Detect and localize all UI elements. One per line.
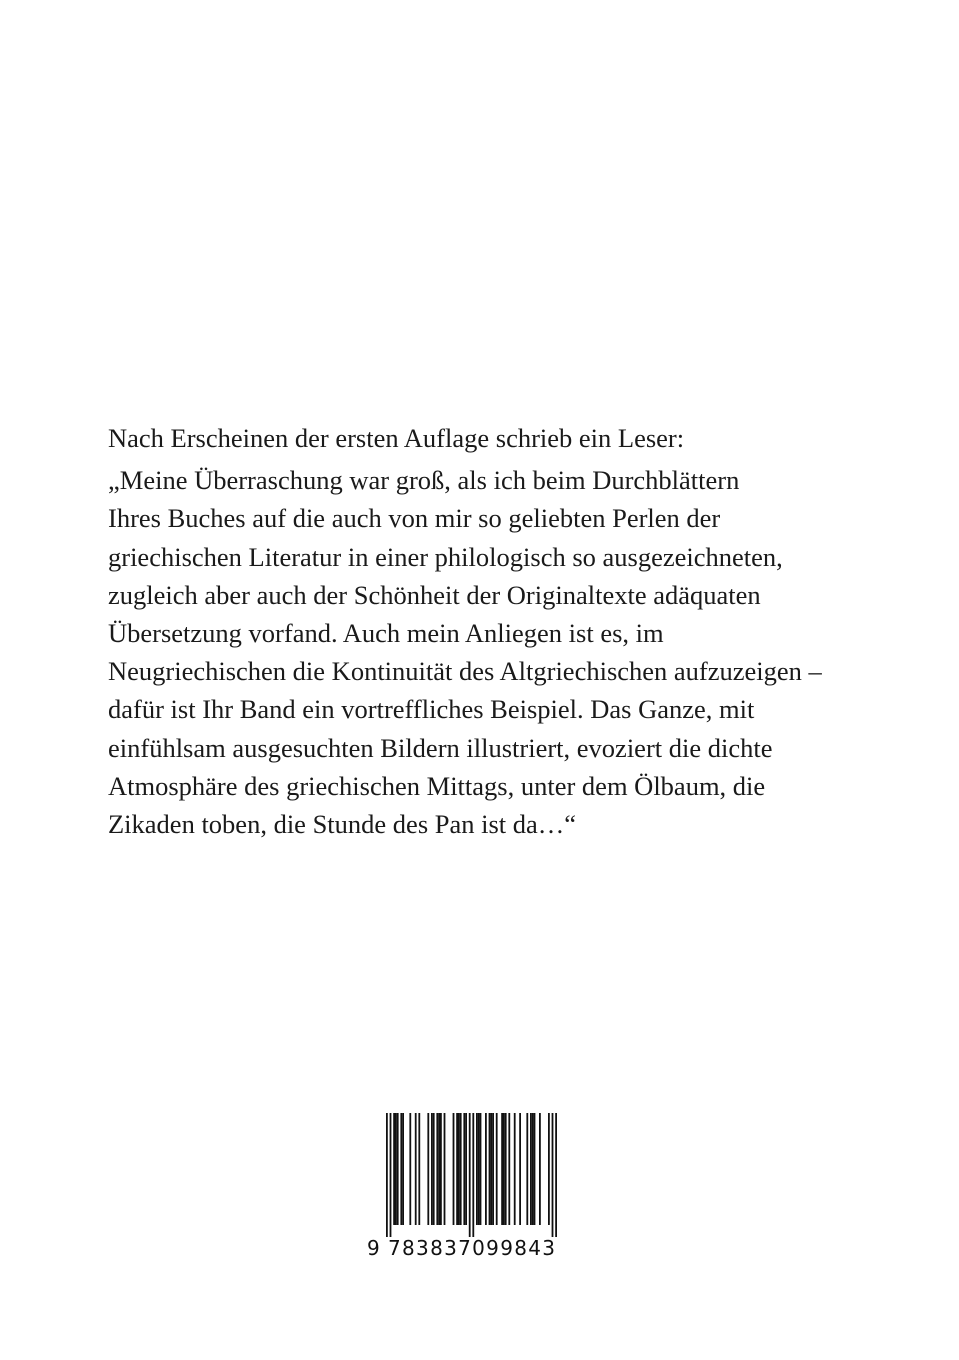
barcode-bar <box>476 1113 478 1225</box>
barcode-bar <box>397 1113 399 1225</box>
barcode-bar <box>530 1113 532 1225</box>
barcode-bar <box>431 1113 433 1225</box>
barcode-bar <box>440 1113 442 1225</box>
barcode-bar <box>490 1113 492 1225</box>
barcode-bar <box>519 1113 521 1225</box>
quote-line: Ihres Buches auf die auch von mir so geliebten Perlen der <box>108 503 721 534</box>
barcode-bar <box>444 1113 446 1225</box>
barcode-bar <box>409 1113 411 1225</box>
barcode-bar <box>458 1113 460 1225</box>
barcode-bar <box>415 1113 417 1225</box>
barcode-bar <box>418 1113 420 1225</box>
quote-line: einfühlsam ausgesuchten Bildern illustriert, evoziert die dichte <box>108 732 773 763</box>
barcode-lead-digit: 9 <box>367 1236 380 1260</box>
barcode-guard-bar <box>390 1113 392 1237</box>
barcode-bar <box>534 1113 536 1225</box>
barcode-guard-bar <box>555 1113 557 1237</box>
barcode-bar <box>492 1113 494 1225</box>
barcode-bar <box>508 1113 510 1225</box>
barcode-guard-bar <box>552 1113 554 1237</box>
barcode-bars <box>367 1113 563 1237</box>
barcode-bar <box>395 1113 397 1225</box>
barcode-bar <box>460 1113 462 1225</box>
quote-line: Zikaden toben, die Stunde des Pan ist da…“ <box>108 809 577 840</box>
barcode-bar <box>400 1113 402 1225</box>
barcode-bar <box>548 1113 550 1225</box>
quote-line: zugleich aber auch der Schönheit der Originaltexte adäquaten <box>108 579 761 610</box>
barcode-bar <box>526 1113 528 1225</box>
blurb-intro: Nach Erscheinen der ersten Auflage schrieb ein Leser: <box>108 423 685 453</box>
barcode-bar <box>456 1113 458 1225</box>
quote-line: Atmosphäre des griechischen Mittags, unter dem Ölbaum, die <box>108 770 766 801</box>
barcode-bar <box>453 1113 455 1225</box>
barcode-guard-bar <box>472 1113 474 1237</box>
barcode-bar <box>514 1113 516 1225</box>
quote-line: dafür ist Ihr Band ein vortreffliches Beispiel. Das Ganze, mit <box>108 694 755 725</box>
barcode-bar <box>480 1113 482 1225</box>
barcode-digits: 783837099843 <box>388 1236 557 1260</box>
barcode-bar <box>501 1113 503 1225</box>
quote-line: „Meine Überraschung war groß, als ich beim Durchblättern <box>108 465 740 496</box>
barcode-bar <box>427 1113 429 1225</box>
barcode-bar <box>436 1113 438 1225</box>
quote-line: griechischen Literatur in einer philologisch so ausgezeichneten, <box>108 541 783 572</box>
barcode-bar <box>438 1113 440 1225</box>
isbn-barcode <box>367 1113 563 1265</box>
barcode-bar <box>463 1113 465 1225</box>
barcode-bar <box>402 1113 404 1225</box>
barcode-bar <box>532 1113 534 1225</box>
barcode-bar <box>539 1113 541 1225</box>
back-cover-blurb <box>108 419 908 843</box>
barcode-bar <box>503 1113 505 1225</box>
barcode-bar <box>393 1113 395 1225</box>
barcode-bar <box>496 1113 498 1225</box>
barcode-bar <box>478 1113 480 1225</box>
barcode-bar <box>433 1113 435 1225</box>
barcode-bar <box>505 1113 507 1225</box>
barcode-guard-bar <box>469 1113 471 1237</box>
barcode-bar <box>489 1113 491 1225</box>
barcode-guard-bar <box>386 1113 388 1237</box>
barcode-bar <box>465 1113 467 1225</box>
quote-line: Übersetzung vorfand. Auch mein Anliegen ist es, im <box>108 618 664 649</box>
barcode-bar <box>485 1113 487 1225</box>
quote-line: Neugriechischen die Kontinuität des Altgriechischen aufzuzeigen – <box>108 656 822 687</box>
